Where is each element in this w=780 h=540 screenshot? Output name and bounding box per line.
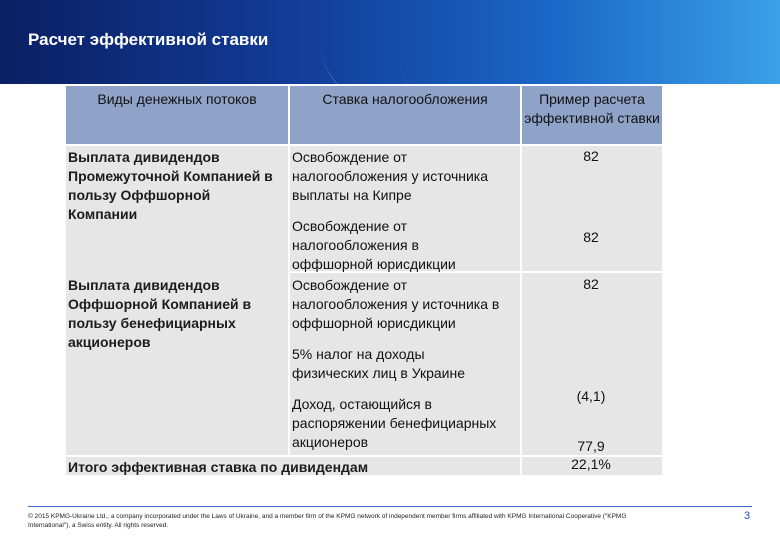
row1-rate-a: Освобождение от налогообложения у источника выплаты на Кипре <box>292 149 489 203</box>
header-flows: Виды денежных потоков <box>97 91 257 107</box>
banner-decoration <box>400 0 780 84</box>
page-number: 3 <box>744 510 751 522</box>
row2-flow-label: Выплата дивидендов Оффшорной Компанией в пользу бенефициарных акционеров <box>68 277 252 350</box>
row1-flow-label: Выплата дивидендов Промежуточной Компанией в пользу Оффшорной Компании <box>68 149 273 222</box>
grid-line <box>66 144 662 146</box>
total-label: Итого эффективная ставка по дивидендам <box>68 459 369 475</box>
row2-value-c: 77,9 <box>577 438 605 454</box>
header-example: Пример расчета эффективной ставки <box>524 91 660 126</box>
row2-value-b: (4,1) <box>576 388 606 404</box>
row2-rate-a: Освобождение от налогообложения у источника в оффшорной юрисдикции <box>292 277 500 331</box>
row1-value-a: 82 <box>583 148 599 164</box>
total-value: 22,1% <box>571 456 611 472</box>
row2-rate-c: Доход, остающийся в распоряжении бенефициарных акционеров <box>292 396 497 450</box>
copyright-footer: © 2015 KPMG-Ukraine Ltd., a company incorporated under the Laws of Ukraine, and a member firm of the KPMG network of independent member firms affiliated with KPMG International Cooperative ("KPMG International"), a Swiss entity. All rights reserved. <box>28 513 627 529</box>
row2-rate-b: 5% налог на доходы физических лиц в Украине <box>292 346 466 381</box>
footer-divider <box>28 506 752 507</box>
row1-rate-b: Освобождение от налогообложения в оффшорной юрисдикции <box>292 218 456 272</box>
slide-title: Расчет эффективной ставки <box>28 30 269 49</box>
row2-value-a: 82 <box>583 276 599 292</box>
row1-value-b: 82 <box>583 229 599 245</box>
header-rate: Ставка налогообложения <box>322 91 488 107</box>
